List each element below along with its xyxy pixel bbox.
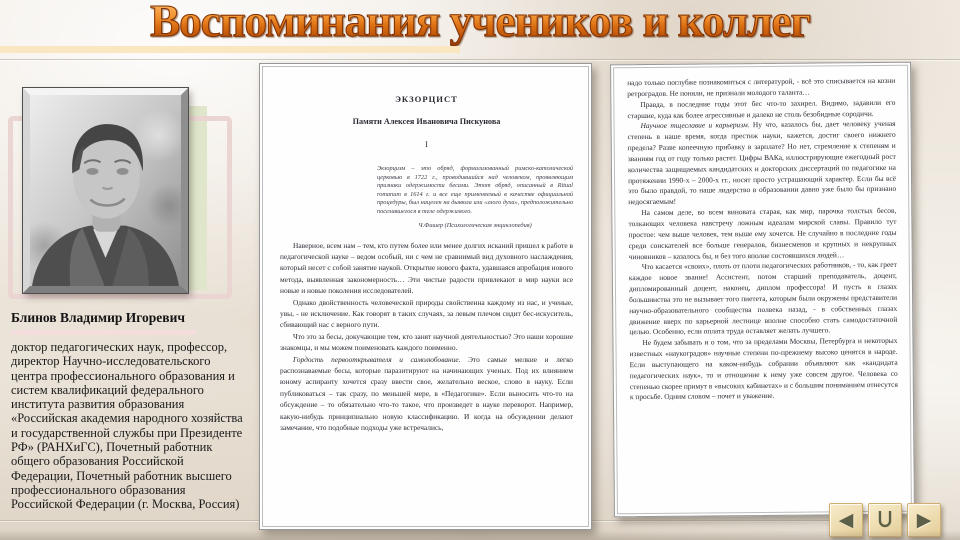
- page1-section-number: I: [425, 140, 428, 149]
- portrait-photo-image: [30, 95, 181, 286]
- paragraph: Не будем забывать и о том, что за пределами Москвы, Петербурга и некоторых известных «наукоградов» научные степени по-прежнему высоко ценятся в народе. Если выступающего на каком-нибудь собрании объявляют как «кандидата педагогических наук», то и отношение к нему уже совсем другое. Человека со степенью скорее примут в «высоких кабинетах» и с большим пониманием отнесутся к просьбе. Одним словом – почет и уважение.: [629, 336, 898, 402]
- portrait-photo: [23, 88, 188, 293]
- paragraph: Что касается «своих», плоть от плоти педагогических работников, - то, как греет каждое новое звание! Ассистент, потом старший преподаватель, доцент, дипломированный доцент, наконец, диплом профессора! И пусть в глазах большинства это не вызывает того пиетета, которым были окружены представители научно-образовательного сообщества полвека назад, - в собственных глазах движение вверх по карьерной лестнице вполне способно стать самодостаточной целью. Особенно, если оплата труда оставляет желать лучшего.: [628, 260, 898, 337]
- page1-heading: ЭКЗОРЦИСТ: [395, 94, 458, 104]
- paragraph-lead: Научное тщеславие и карьеризм.: [640, 120, 750, 131]
- epigraph: Экзорцизм – это обряд, формализованный римско-католической церковью в 1722 г., проводившийся над человеком, проявляющим признаки одержимости бесами. Этот обряд, описанный в Ritual romanum в 1614 г. и все еще применяемый в качестве официальной процедуры, был нацелен на дьявола или «злого духа», предположительно поселившегося в теле одержимого.: [377, 165, 573, 215]
- page1-subheading: Памяти Алексея Ивановича Пискунова: [352, 117, 501, 126]
- name-underline-bar: [10, 330, 196, 335]
- back-icon: ◀: [838, 508, 854, 531]
- paragraph-lead: Гордость первооткрывателя и самолюбование.: [293, 354, 461, 364]
- epigraph-author: Ч.Фишер (Психологическая энциклопедия): [418, 221, 532, 229]
- paragraph: Наверное, всем нам – тем, кто путем более или менее долгих исканий пришел к работе в педагогической науке – ведом особый, ни с чем не сравнимый вид духовного наслаждения, который несет с собой занятие наукой. Открытие нового факта, удавшаяся апробация нового метода, выявленная закономерность… Эти чистые радости привлекают в мир науки все новые и новые поколения исследователей.: [280, 240, 573, 296]
- frame-line-top: [0, 59, 960, 60]
- memoir-page-2: [610, 62, 915, 518]
- title-underline-bar: [0, 46, 460, 53]
- person-bio: доктор педагогических наук, профессор, директор Научно-исследовательского центра профессионального образования и систем квалификаций федерального института развития образования «Российская академия народного хозяйства и государственной службы при Президенте РФ» (РАНХиГС), Почетный работник общего образования Российской Федерации, Почетный работник высшего профессионального образования Российской Федерации (г. Москва, Россия): [11, 340, 243, 512]
- slide-title: Воспоминания учеников и коллег: [0, 0, 960, 48]
- return-icon: [874, 509, 896, 531]
- paragraph: Правда, в последние годы этот бес что-то захирел. Видимо, задавили его старшие, куда как более агрессивные и далеко не столь безобидные сородичи.: [627, 97, 896, 120]
- memoir-page-1: [259, 63, 592, 530]
- person-name: Блинов Владимир Игоревич: [11, 310, 185, 325]
- forward-icon: ▶: [916, 508, 932, 531]
- paragraph: [628, 119, 897, 208]
- paragraph: Однако двойственность человеческой природы свойственна каждому из нас, и ученые, увы, - не исключение. Как говорят в таких случаях, за левым плечом сидит бес-искуситель, сбивающий нас с верного пути.: [280, 297, 573, 330]
- paragraph-text: Это самые мелкие и легко распознаваемые бесы, которые паразитируют на начинающих ученых. Под их влиянием юному аспиранту хочется сразу ввести свое, желательно веское, слово в науку. Если публиковаться – так сразу, по меньшей мере, в «Педагогике». Если выносить что-то на обсуждение – то обязательно что-то такое, что произведет в науке переворот. Например, какую-нибудь принципиально новую классификацию. И когда на обсуждении делают замечание, что подобные подходы уже встречались,: [280, 354, 573, 433]
- paragraph: Что это за бесы, докучающие тем, кто занят научной деятельностью? Это наши хорошие знакомцы, и мы можем поименовать каждого поименно.: [280, 331, 573, 353]
- paragraph: На самом деле, во всем виновата старая, как мир, парочка толстых бесов, толкающих человека навстречу ложным идеалам мирской славы. Правило тут простое: чем выше человек, тем выше ему хочется. Не случайно в последние годы среди соискателей все больше генералов, бизнесменов и крупных и некрупных чиновников – казалось бы, и без того вполне состоявшихся людей…: [628, 205, 897, 261]
- bottom-shade: [0, 530, 960, 540]
- paragraph-text: Ну что, казалось бы, дает человеку ученая степень в наше время, когда престиж науки, кажется, достиг своего нижнего предела? Разве копеечную прибавку в зарплате? Но нет, стремление к степеням и званиям год от году только растет. Цифры ВАКа, иллюстрирующие ежегодный рост количества защищаемых кандидатских и докторских диссертаций по педагогике на протяжении 1990-х – 2000-х гг., носят просто устрашающий характер. Если бы всё это было правдой, то наше лидерство в образовании давно уже было бы признано недосягаемым!: [627, 119, 897, 207]
- paragraph: [280, 354, 573, 434]
- paragraph: надо только поглубже познакомиться с литературой, - всё это списывается на козни ретроградов. Не поняли, не признали молодого таланта…: [627, 75, 896, 99]
